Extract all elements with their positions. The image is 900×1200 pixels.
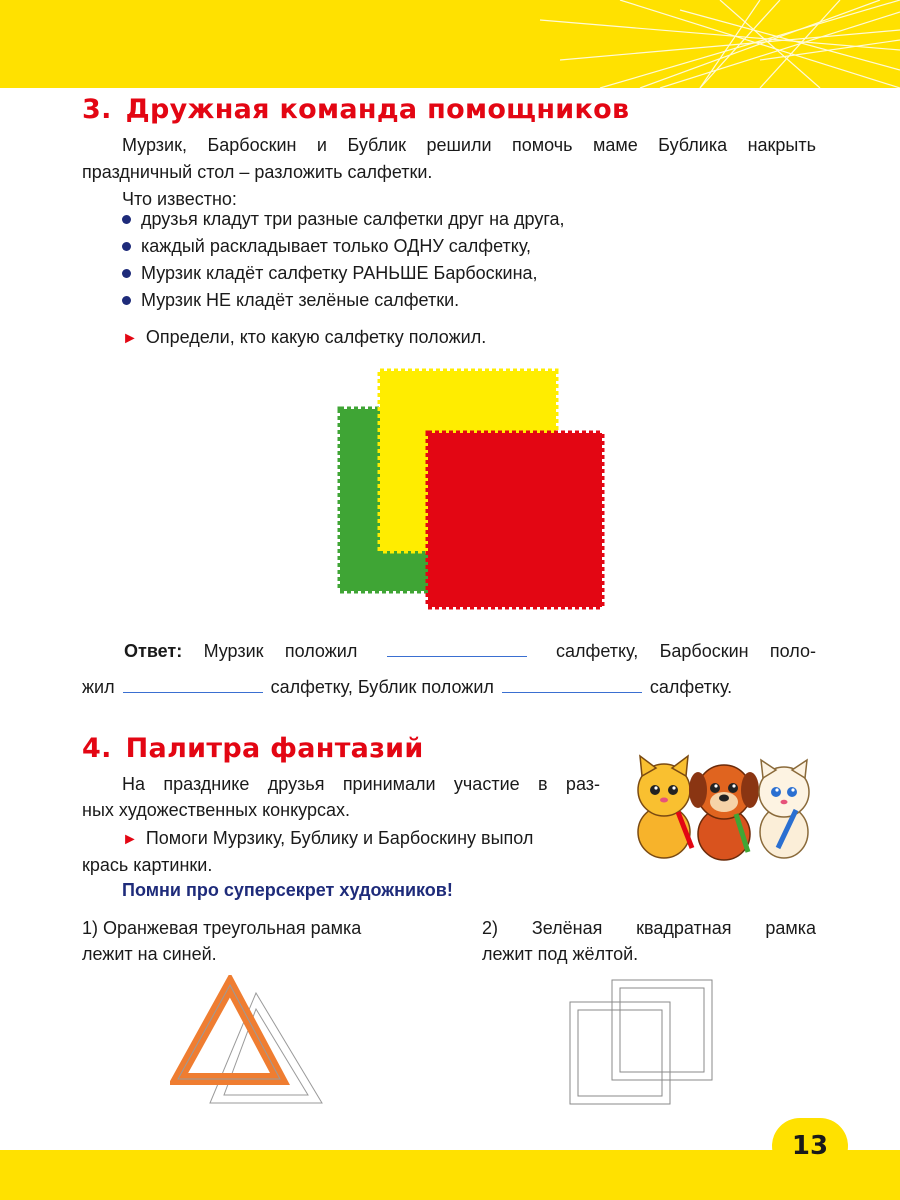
task4-intro-line2: ных художественных конкурсах.: [82, 800, 351, 820]
task3-number: 3.: [82, 94, 112, 125]
task4-secret-note: Помни про суперсекрет художников!: [122, 880, 453, 900]
red-napkin: [428, 433, 602, 607]
task4-instruction-line1: [122, 825, 533, 853]
kitten-bublik: [759, 760, 809, 858]
task3-answer-line2: [82, 674, 732, 700]
bullet-dot-icon: [122, 242, 131, 251]
bottom-decorative-band: [0, 1150, 900, 1200]
list-item: [122, 233, 565, 260]
top-decorative-band: [0, 0, 900, 88]
answer-text: салфетку, Барбоскин поло-: [556, 641, 816, 661]
task3-known-label: Что известно:: [122, 189, 237, 209]
answer-text: Мурзик положил: [203, 641, 358, 661]
task3-instruction-text: Определи, кто какую салфетку положил.: [145, 327, 487, 347]
task3-answer-line1: [124, 638, 816, 664]
answer-blank-1[interactable]: [387, 638, 527, 657]
task4-item2-line2: лежит под жёлтой.: [482, 944, 639, 964]
task4-instruction-line2: крась картинки.: [82, 855, 213, 875]
task3-heading: [82, 94, 629, 125]
answer-text: салфетку, Бублик положил: [270, 677, 494, 697]
napkins-illustration: [332, 365, 612, 615]
answer-blank-2[interactable]: [123, 674, 263, 693]
arrow-right-icon: ►: [122, 831, 138, 848]
answer-text: салфетку.: [649, 677, 733, 697]
band-lines-decoration: [0, 0, 900, 88]
square-frames-figure: [560, 970, 730, 1115]
task4-item1-line2: лежит на синей.: [82, 944, 217, 964]
kitten-murzik: [638, 756, 692, 858]
task3-conditions-list: [122, 206, 565, 314]
bullet-dot-icon: [122, 269, 131, 278]
list-item: [122, 287, 565, 314]
task3-intro-line2: праздничный стол – разложить салфетки.: [82, 162, 433, 182]
task4-heading: [82, 733, 424, 764]
page-number: 13: [772, 1118, 848, 1174]
task4-instruction-text: Помоги Мурзику, Бублику и Барбоскину выпол: [145, 828, 534, 848]
list-item: [122, 260, 565, 287]
task3-intro-line1: Мурзик, Барбоскин и Бублик решили помочь маме Бублика накрыть: [122, 135, 816, 155]
puppy-barboskin: [689, 765, 759, 860]
condition-text: каждый раскладывает только ОДНУ салфетку,: [141, 236, 532, 256]
task4-intro-line1: На празднике друзья принимали участие в раз-: [122, 774, 600, 794]
task3-instruction: [122, 324, 486, 352]
task4-item1-line1: 1) Оранжевая треугольная рамка: [82, 918, 362, 938]
answer-text: жил: [82, 677, 115, 697]
task4-title: Палитра фантазий: [125, 733, 424, 764]
orange-triangle-frame: [178, 985, 280, 1079]
triangle-frames-figure: [170, 975, 330, 1115]
task4-number: 4.: [82, 733, 112, 764]
bullet-dot-icon: [122, 215, 131, 224]
arrow-right-icon: ►: [122, 330, 138, 347]
condition-text: Мурзик НЕ кладёт зелёные салфетки.: [141, 290, 460, 310]
condition-text: друзья кладут три разные салфетки друг на друга,: [141, 209, 565, 229]
list-item: [122, 206, 565, 233]
answer-blank-3[interactable]: [502, 674, 642, 693]
condition-text: Мурзик кладёт салфетку РАНЬШЕ Барбоскина,: [141, 263, 538, 283]
bullet-dot-icon: [122, 296, 131, 305]
task4-item2-line1: 2) Зелёная квадратная рамка: [482, 918, 816, 938]
task3-title: Дружная команда помощников: [125, 94, 630, 125]
friends-illustration: [628, 752, 818, 862]
answer-label: Ответ:: [124, 641, 183, 661]
